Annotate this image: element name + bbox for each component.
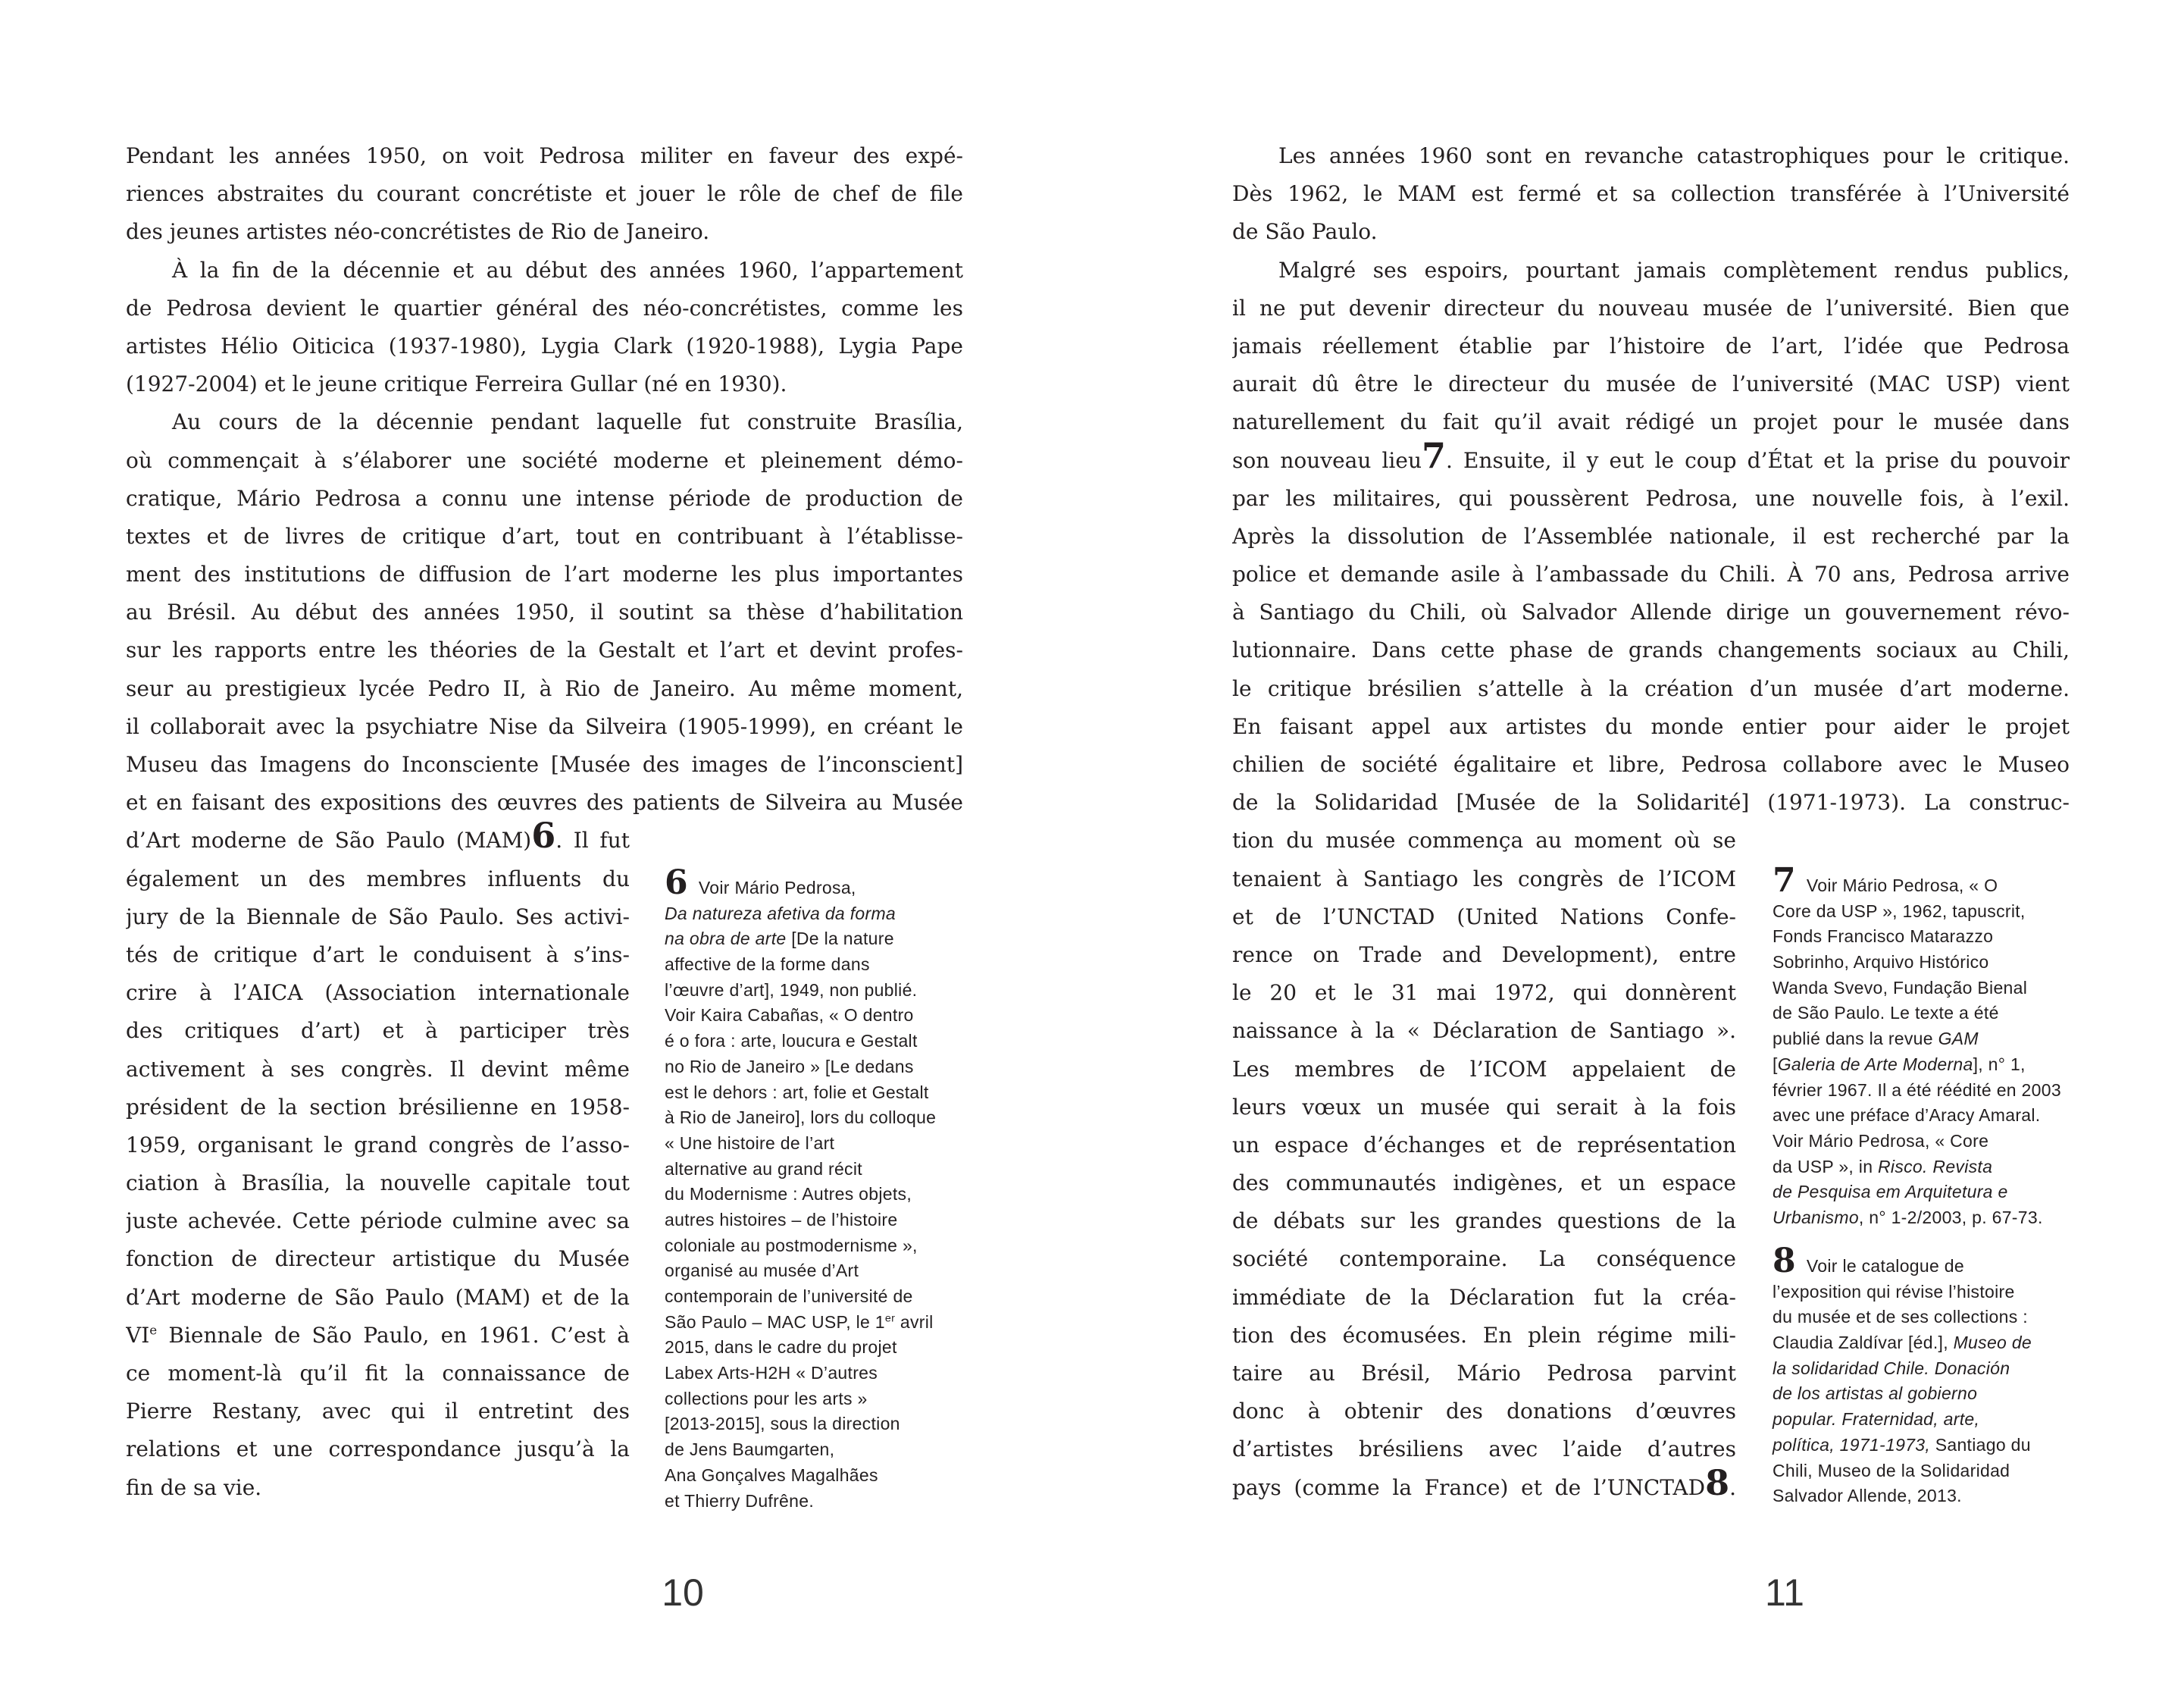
- text-run: Après la dissolution de l’Assemblée nationale, il est recherché par la: [1232, 523, 2070, 549]
- footnote-8: [1773, 1242, 2091, 1509]
- text-run: En faisant appel aux artistes du monde entier pour aider le projet: [1232, 713, 2070, 739]
- text-run: du musée et de ses collections :: [1773, 1307, 2028, 1327]
- text-run: tés de critique d’art le conduisent à s’ins-: [126, 941, 630, 967]
- footnote-reference: 8: [1705, 1468, 1730, 1503]
- footnote-line: [1773, 1242, 2091, 1280]
- page-number-10: 10: [662, 1571, 704, 1614]
- italic-text: Urbanismo: [1773, 1207, 1859, 1227]
- text-run: où commençait à s’élaborer une société moderne et pleinement démo-: [126, 447, 963, 473]
- text-run: À la fin de la décennie et au début des années 1960, l’appartement: [172, 257, 963, 283]
- text-run: da USP », in: [1773, 1156, 1879, 1176]
- text-run: lutionnaire. Dans cette phase de grands changements sociaux au Chili,: [1232, 637, 2070, 663]
- italic-text: la solidaridad Chile. Donación: [1773, 1358, 2010, 1378]
- text-line: [1232, 936, 1736, 974]
- text-line: [126, 365, 963, 403]
- text-run: tenaient à Santiago les congrès de l’ICOM: [1232, 866, 1736, 891]
- text-line: [1232, 365, 2070, 403]
- text-run: ment des institutions de diffusion de l’art moderne les plus importantes: [126, 562, 963, 587]
- footnote-line: [1773, 1483, 2091, 1509]
- text-line: [126, 403, 963, 441]
- text-run: textes et de livres de critique d’art, tout en contribuant à l’établisse-: [126, 523, 963, 549]
- footnote-line: [1773, 1026, 2091, 1052]
- text-line: [126, 1164, 630, 1202]
- text-run: l’œuvre d’art], 1949, non publié.: [665, 979, 918, 1000]
- text-run: Ana Gonçalves Magalhães: [665, 1464, 878, 1485]
- text-line: [1232, 518, 2070, 556]
- text-line: [126, 213, 963, 251]
- text-line: [126, 1469, 630, 1507]
- text-run: et Thierry Dufrêne.: [665, 1490, 815, 1511]
- text-run: immédiate de la Déclaration fut la créa-: [1232, 1284, 1736, 1310]
- footnote-line: [1773, 1052, 2091, 1078]
- text-line: [1232, 213, 2070, 251]
- footnote-line: [1773, 1381, 2091, 1407]
- footnote-line: [665, 1386, 983, 1412]
- text-run: Voir le catalogue de: [1806, 1256, 1964, 1276]
- text-run: Voir Mário Pedrosa, « O: [1806, 876, 1998, 895]
- italic-text: política, 1971-1973,: [1773, 1434, 1931, 1455]
- text-run: taire au Brésil, Mário Pedrosa parvint: [1232, 1361, 1736, 1386]
- italic-text: Risco. Revista: [1878, 1156, 1993, 1176]
- text-line: [126, 1012, 630, 1050]
- text-run: organisé au musée d’Art: [665, 1261, 859, 1281]
- text-run: il ne put devenir directeur du nouveau musée de l’université. Bien que: [1232, 295, 2070, 321]
- text-run: Les membres de l’ICOM appelaient de: [1232, 1056, 1736, 1082]
- footnote-number: 8: [1773, 1242, 1796, 1280]
- text-run: chilien de société égalitaire et libre, Pedrosa collabore avec le Museo: [1232, 752, 2070, 777]
- text-line: [126, 1126, 630, 1164]
- superscript: er: [884, 1312, 896, 1325]
- text-run: aurait dû être le directeur du musée de l’université (MAC USP) vient: [1232, 371, 2070, 397]
- footnote-number: 6: [665, 863, 688, 902]
- text-run: alternative au grand récit: [665, 1158, 862, 1179]
- footnote-line: [1773, 1458, 2091, 1484]
- text-run: d’Art moderne de São Paulo (MAM) et de la: [126, 1284, 630, 1310]
- text-run: Chili, Museo de la Solidaridad: [1773, 1460, 2010, 1480]
- footnote-line: [665, 1310, 983, 1336]
- text-run: no Rio de Janeiro » [Le dedans: [665, 1056, 914, 1076]
- text-line: [126, 442, 963, 480]
- text-line: [1232, 1126, 1736, 1164]
- text-run: contemporain de l’université de: [665, 1286, 913, 1306]
- text-run: é o fora : arte, loucura e Gestalt: [665, 1031, 918, 1051]
- footnote-line: [665, 1258, 983, 1284]
- footnote-line: [665, 1157, 983, 1183]
- italic-text: Da natureza afetiva da forma: [665, 903, 896, 923]
- text-run: leurs vœux un musée qui serait à la fois: [1232, 1094, 1736, 1120]
- text-run: 1959, organisant le grand congrès de l’asso-: [126, 1132, 630, 1157]
- text-run: du Modernisme : Autres objets,: [665, 1184, 912, 1204]
- text-line: [1232, 898, 1736, 936]
- text-line: [126, 898, 630, 936]
- italic-text: popular. Fraternidad, arte,: [1773, 1409, 1980, 1430]
- text-line: [126, 290, 963, 327]
- text-run: Labex Arts-H2H « D’autres: [665, 1363, 878, 1383]
- text-run: des critiques d’art) et à participer très: [126, 1018, 630, 1044]
- text-run: « Une histoire de l’art: [665, 1132, 835, 1153]
- text-line: [1232, 631, 2070, 669]
- footnote-line: [1773, 950, 2091, 976]
- text-line: [126, 1317, 630, 1355]
- text-line: [126, 708, 963, 746]
- footnote-reference: 6: [531, 822, 556, 857]
- text-line: [1232, 1392, 1736, 1430]
- text-run: .: [1729, 1474, 1736, 1500]
- footnote-line: [1773, 976, 2091, 1001]
- footnote-line: [1773, 1179, 2091, 1205]
- text-run: également un des membres influents du: [126, 866, 630, 891]
- text-run: artistes Hélio Oiticica (1937-1980), Lygia Clark (1920-1988), Lygia Pape: [126, 333, 963, 359]
- text-run: collections pour les arts »: [665, 1388, 868, 1408]
- text-run: tion du musée commença au moment où se: [1232, 828, 1736, 854]
- italic-text: Galeria de Arte Moderna: [1777, 1054, 1973, 1074]
- text-run: (1927-2004) et le jeune critique Ferreira Gullar (né en 1930).: [126, 371, 787, 397]
- footnote-line: [1773, 1330, 2091, 1356]
- text-line: [126, 175, 963, 213]
- text-run: président de la section brésilienne en 1958-: [126, 1094, 630, 1120]
- text-line: [1232, 1089, 1736, 1126]
- footnote-line: [1773, 1407, 2091, 1433]
- text-line: [1232, 860, 1736, 898]
- text-line: [1232, 137, 2070, 175]
- text-run: rence on Trade and Development), entre: [1232, 941, 1736, 967]
- text-run: [2013-2015], sous la direction: [665, 1414, 900, 1434]
- text-run: le 20 et le 31 mai 1972, qui donnèrent: [1232, 980, 1736, 1006]
- text-run: Fonds Francisco Matarazzo: [1773, 926, 1994, 947]
- text-run: São Paulo – MAC USP, le 1: [665, 1311, 885, 1332]
- text-run: fonction de directeur artistique du Musée: [126, 1246, 630, 1272]
- text-line: [126, 137, 963, 175]
- text-line: [126, 252, 963, 290]
- text-run: et de l’UNCTAD (United Nations Confe-: [1232, 904, 1736, 929]
- text-run: à Santiago du Chili, où Salvador Allende dirige un gouvernement révo-: [1232, 600, 2070, 625]
- text-run: . Il fut: [555, 828, 630, 854]
- footnote-line: [665, 1489, 983, 1515]
- text-line: [1232, 290, 2070, 327]
- text-run: au Brésil. Au début des années 1950, il soutint sa thèse d’habilitation: [126, 600, 963, 625]
- text-run: son nouveau lieu: [1232, 447, 1422, 473]
- footnote-7: [1773, 861, 2091, 1231]
- footnote-line: [665, 1463, 983, 1489]
- text-run: d’artistes brésiliens avec l’aide d’autres: [1232, 1436, 1736, 1462]
- text-line: [1232, 1355, 1736, 1392]
- text-line: [1232, 1317, 1736, 1355]
- text-run: [De la nature: [786, 929, 894, 949]
- text-run: Wanda Svevo, Fundação Bienal: [1773, 977, 2028, 998]
- footnote-line: [1773, 1129, 2091, 1154]
- footnote-line: [1773, 1078, 2091, 1104]
- text-run: ciation à Brasília, la nouvelle capitale tout: [126, 1170, 630, 1196]
- footnote-line: [665, 863, 983, 902]
- footnote-reference: 7: [1421, 441, 1446, 476]
- text-line: [1232, 822, 1736, 860]
- footnote-line: [1773, 1305, 2091, 1330]
- text-line: [1232, 784, 2070, 822]
- footnote-line: [1773, 1280, 2091, 1305]
- footnote-6: [665, 863, 983, 1514]
- footnote-line: [665, 1029, 983, 1054]
- text-line: [1232, 327, 2070, 365]
- text-run: ce moment-là qu’il fit la connaissance de: [126, 1361, 630, 1386]
- footnote-line: [665, 1284, 983, 1310]
- text-line: [1232, 670, 2070, 708]
- text-line: [126, 631, 963, 669]
- footnote-line: [1773, 1356, 2091, 1382]
- text-run: société contemporaine. La conséquence: [1232, 1246, 1736, 1272]
- text-line: [1232, 175, 2070, 213]
- text-run: février 1967. Il a été réédité en 2003: [1773, 1079, 2061, 1100]
- text-run: Biennale de São Paulo, en 1961. C’est à: [157, 1322, 630, 1348]
- text-run: [: [1773, 1054, 1778, 1074]
- text-run: d’Art moderne de São Paulo (MAM): [126, 828, 532, 854]
- text-run: coloniale au postmodernisme »,: [665, 1235, 918, 1255]
- text-run: de Pedrosa devient le quartier général des néo-concrétistes, comme les: [126, 295, 963, 321]
- text-line: [126, 518, 963, 556]
- footnote-line: [665, 952, 983, 978]
- text-run: avril: [895, 1311, 934, 1332]
- text-line: [126, 860, 630, 898]
- text-run: de la Solidaridad [Musée de la Solidarité] (1971-1973). La construc-: [1232, 790, 2070, 816]
- text-run: Claudia Zaldívar [éd.],: [1773, 1333, 1954, 1353]
- text-run: seur au prestigieux lycée Pedro II, à Rio de Janeiro. Au même moment,: [126, 675, 963, 701]
- text-line: [1232, 403, 2070, 441]
- text-run: VI: [126, 1322, 150, 1348]
- text-line: [1232, 252, 2070, 290]
- text-run: fin de sa vie.: [126, 1474, 262, 1500]
- text-line: [1232, 1202, 1736, 1240]
- text-run: et en faisant des expositions des œuvres des patients de Silveira au Musée: [126, 790, 963, 816]
- footnote-line: [665, 1003, 983, 1029]
- text-run: donc à obtenir des donations d’œuvres: [1232, 1399, 1736, 1424]
- text-line: [126, 556, 963, 594]
- text-run: est le dehors : art, folie et Gestalt: [665, 1082, 929, 1102]
- text-line: [1232, 594, 2070, 631]
- text-line: [1232, 974, 1736, 1012]
- text-line: [1232, 1012, 1736, 1050]
- text-run: pays (comme la France) et de l’UNCTAD: [1232, 1474, 1706, 1500]
- text-run: crire à l’AICA (Association internationale: [126, 980, 630, 1006]
- text-line: [1232, 442, 2070, 480]
- text-run: Au cours de la décennie pendant laquelle fut construite Brasília,: [172, 409, 963, 435]
- text-run: Pierre Restany, avec qui il entretint des: [126, 1399, 630, 1424]
- text-run: naissance à la « Déclaration de Santiago ».: [1232, 1018, 1736, 1044]
- superscript: e: [149, 1322, 158, 1338]
- footnote-line: [665, 1105, 983, 1131]
- text-run: activement à ses congrès. Il devint même: [126, 1056, 630, 1082]
- text-run: Malgré ses espoirs, pourtant jamais complètement rendus publics,: [1278, 257, 2070, 283]
- italic-text: GAM: [1938, 1029, 1979, 1049]
- text-line: [126, 1240, 630, 1278]
- footnote-line: [665, 926, 983, 952]
- text-run: . Ensuite, il y eut le coup d’État et la prise du pouvoir: [1446, 447, 2070, 473]
- page-number-11: 11: [1765, 1571, 1804, 1614]
- footnote-line: [665, 1335, 983, 1361]
- text-line: [126, 594, 963, 631]
- footnote-line: [665, 1437, 983, 1463]
- text-run: par les militaires, qui poussèrent Pedrosa, une nouvelle fois, à l’exil.: [1232, 485, 2070, 511]
- text-run: il collaborait avec la psychiatre Nise da Silveira (1905-1999), en créant le: [126, 713, 963, 739]
- text-run: avec une préface d’Aracy Amaral.: [1773, 1105, 2041, 1126]
- text-run: juste achevée. Cette période culmine avec sa: [126, 1208, 630, 1234]
- footnote-line: [665, 1080, 983, 1106]
- text-run: Voir Kaira Cabañas, « O dentro: [665, 1005, 914, 1026]
- text-run: Salvador Allende, 2013.: [1773, 1486, 1962, 1506]
- text-line: [1232, 480, 2070, 518]
- text-run: relations et une correspondance jusqu’à la: [126, 1436, 630, 1462]
- text-run: affective de la forme dans: [665, 954, 870, 975]
- text-line: [126, 746, 963, 784]
- text-line: [1232, 1164, 1736, 1202]
- text-line: [126, 936, 630, 974]
- italic-text: de los artistas al gobierno: [1773, 1383, 1978, 1404]
- text-run: Voir Mário Pedrosa, « Core: [1773, 1130, 1989, 1151]
- text-line: [126, 1051, 630, 1089]
- footnote-line: [1773, 924, 2091, 950]
- footnote-line: [1773, 1001, 2091, 1026]
- text-run: Pendant les années 1950, on voit Pedrosa militer en faveur des expé-: [126, 143, 963, 168]
- text-run: , n° 1-2/2003, p. 67-73.: [1858, 1207, 2043, 1227]
- text-run: Dès 1962, le MAM est fermé et sa collection transférée à l’Université: [1232, 181, 2070, 207]
- text-line: [126, 1392, 630, 1430]
- footnote-line: [665, 1233, 983, 1259]
- footnote-line: [665, 1361, 983, 1386]
- text-line: [1232, 1051, 1736, 1089]
- text-run: de débats sur les grandes questions de la: [1232, 1208, 1736, 1234]
- text-line: [1232, 746, 2070, 784]
- text-line: [1232, 1469, 1736, 1507]
- footnote-line: [665, 1182, 983, 1208]
- text-run: 2015, dans le cadre du projet: [665, 1337, 897, 1358]
- footnote-line: [665, 901, 983, 927]
- footnote-line: [1773, 899, 2091, 925]
- text-run: le critique brésilien s’attelle à la création d’un musée d’art moderne.: [1232, 675, 2070, 701]
- text-run: naturellement du fait qu’il avait rédigé un projet pour le musée dans: [1232, 409, 2070, 435]
- text-line: [126, 1089, 630, 1126]
- text-line: [1232, 1240, 1736, 1278]
- text-run: autres histoires – de l’histoire: [665, 1209, 898, 1230]
- text-run: Museu das Imagens do Inconsciente [Musée des images de l’inconscient]: [126, 752, 963, 777]
- footnote-line: [665, 1411, 983, 1437]
- footnote-line: [665, 1054, 983, 1080]
- text-run: de São Paulo. Le texte a été: [1773, 1003, 1999, 1023]
- text-line: [126, 1279, 630, 1317]
- text-run: ], n° 1,: [1973, 1054, 2026, 1074]
- text-run: à Rio de Janeiro], lors du colloque: [665, 1107, 937, 1128]
- italic-text: de Pesquisa em Arquitetura e: [1773, 1182, 2008, 1202]
- text-line: [126, 822, 630, 860]
- footnote-line: [665, 1208, 983, 1233]
- text-run: cratique, Mário Pedrosa a connu une intense période de production de: [126, 485, 963, 511]
- text-line: [126, 327, 963, 365]
- text-run: Les années 1960 sont en revanche catastrophiques pour le critique.: [1278, 143, 2070, 168]
- text-line: [1232, 1279, 1736, 1317]
- text-run: Santiago du: [1930, 1434, 2031, 1455]
- text-run: publié dans la revue: [1773, 1029, 1938, 1049]
- footnote-line: [665, 1131, 983, 1157]
- text-run: Core da USP », 1962, tapuscrit,: [1773, 901, 2026, 921]
- text-run: police et demande asile à l’ambassade du Chili. À 70 ans, Pedrosa arrive: [1232, 562, 2070, 587]
- footnote-line: [1773, 1205, 2091, 1231]
- text-line: [126, 784, 963, 822]
- text-run: un espace d’échanges et de représentation: [1232, 1132, 1736, 1157]
- text-line: [1232, 708, 2070, 746]
- footnote-line: [1773, 861, 2091, 900]
- text-run: Sobrinho, Arquivo Histórico: [1773, 952, 1989, 973]
- text-run: des communautés indigènes, et un espace: [1232, 1170, 1736, 1196]
- text-run: de Jens Baumgarten,: [665, 1439, 835, 1460]
- text-line: [126, 974, 630, 1012]
- text-run: riences abstraites du courant concrétiste et jouer le rôle de chef de file: [126, 181, 963, 207]
- text-run: tion des écomusées. En plein régime mili-: [1232, 1322, 1736, 1348]
- text-run: des jeunes artistes néo-concrétistes de Rio de Janeiro.: [126, 219, 710, 245]
- italic-text: Museo de: [1953, 1333, 2032, 1353]
- text-line: [126, 1202, 630, 1240]
- footnote-number: 7: [1773, 861, 1796, 900]
- text-line: [126, 1355, 630, 1392]
- text-run: sur les rapports entre les théories de la Gestalt et l’art et devint profes-: [126, 637, 963, 663]
- footnote-line: [665, 978, 983, 1004]
- italic-text: na obra de arte: [665, 929, 787, 949]
- text-line: [126, 670, 963, 708]
- text-line: [126, 1430, 630, 1468]
- text-run: jamais réellement établie par l’histoire de l’art, l’idée que Pedrosa: [1232, 333, 2070, 359]
- text-run: l’exposition qui révise l’histoire: [1773, 1281, 2015, 1302]
- footnote-line: [1773, 1154, 2091, 1180]
- footnote-line: [1773, 1103, 2091, 1129]
- text-run: de São Paulo.: [1232, 219, 1378, 245]
- text-line: [1232, 1430, 1736, 1468]
- text-run: jury de la Biennale de São Paulo. Ses activi-: [126, 904, 630, 929]
- text-line: [1232, 556, 2070, 594]
- footnote-line: [1773, 1433, 2091, 1458]
- text-line: [126, 480, 963, 518]
- text-run: Voir Mário Pedrosa,: [698, 878, 856, 897]
